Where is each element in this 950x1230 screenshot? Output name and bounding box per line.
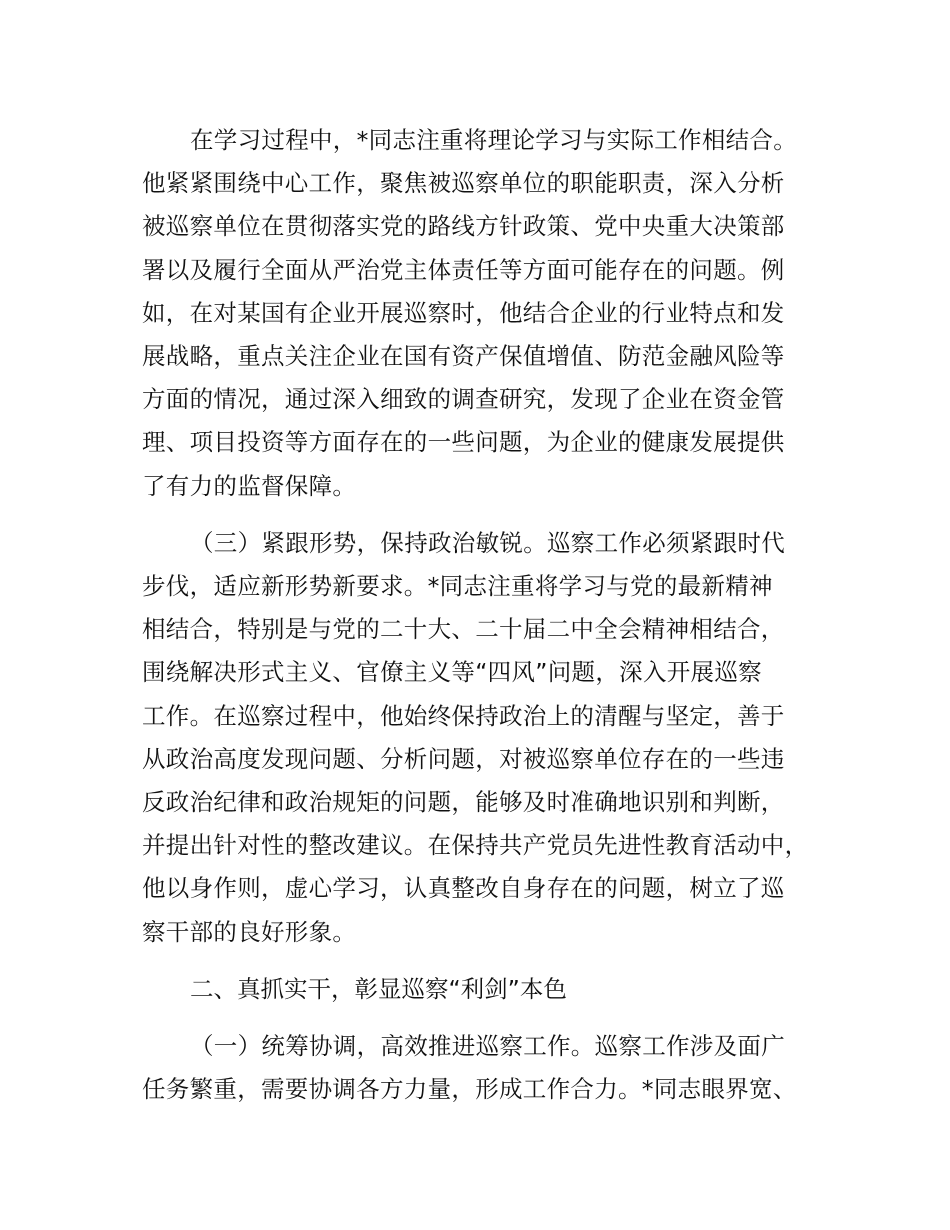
text-line: 从政治高度发现问题、分析问题，对被巡察单位存在的一些违 <box>142 744 785 773</box>
text-line: （三）紧跟形势，保持政治敏锐。巡察工作必须紧跟时代 <box>190 528 785 557</box>
paragraph-section-three <box>142 522 832 954</box>
text-line: 步伐，适应新形势新要求。*同志注重将学习与党的最新精神 <box>142 572 773 601</box>
text-line: 围绕解决形式主义、官僚主义等“四风”问题，深入开展巡察 <box>142 658 762 687</box>
text-line: 理、项目投资等方面存在的一些问题，为企业的健康发展提供 <box>142 428 785 457</box>
text-line: 他以身作则，虚心学习，认真整改自身存在的问题，树立了巡 <box>142 874 785 903</box>
text-line: 察干部的良好形象。 <box>142 917 357 946</box>
text-line: 被巡察单位在贯彻落实党的路线方针政策、党中央重大决策部 <box>142 212 785 241</box>
text-line: 工作。在巡察过程中，他始终保持政治上的清醒与坚定，善于 <box>142 701 785 730</box>
text-line: 展战略，重点关注企业在国有资产保值增值、防范金融风险等 <box>142 342 785 371</box>
section-heading-two <box>142 968 832 1011</box>
paragraph-study-process <box>142 119 832 508</box>
text-line: 反政治纪律和政治规矩的问题，能够及时准确地识别和判断， <box>142 788 785 817</box>
text-line: 方面的情况，通过深入细致的调查研究，发现了企业在资金管 <box>142 385 785 414</box>
text-line: 在学习过程中，*同志注重将理论学习与实际工作相结合。 <box>190 126 798 154</box>
paragraph-section-one <box>142 1025 832 1111</box>
text-line: 署以及履行全面从严治党主体责任等方面可能存在的问题。例 <box>142 255 785 284</box>
text-line: （一）统筹协调，高效推进巡察工作。巡察工作涉及面广 <box>190 1032 785 1061</box>
text-line: 任务繁重，需要协调各方力量，形成工作合力。*同志眼界宽、 <box>142 1075 797 1104</box>
text-line: 并提出针对性的整改建议。在保持共产党员先进性教育活动中， <box>142 831 809 860</box>
text-line: 如，在对某国有企业开展巡察时，他结合企业的行业特点和发 <box>142 298 785 327</box>
document-page <box>142 119 832 1125</box>
text-line: 了有力的监督保障。 <box>142 471 357 500</box>
text-line: 相结合，特别是与党的二十大、二十届二中全会精神相结合， <box>142 615 785 644</box>
text-line: 他紧紧围绕中心工作，聚焦被巡察单位的职能职责，深入分析 <box>142 169 785 198</box>
heading-text: 二、真抓实干，彰显巡察“利剑”本色 <box>190 974 567 1003</box>
